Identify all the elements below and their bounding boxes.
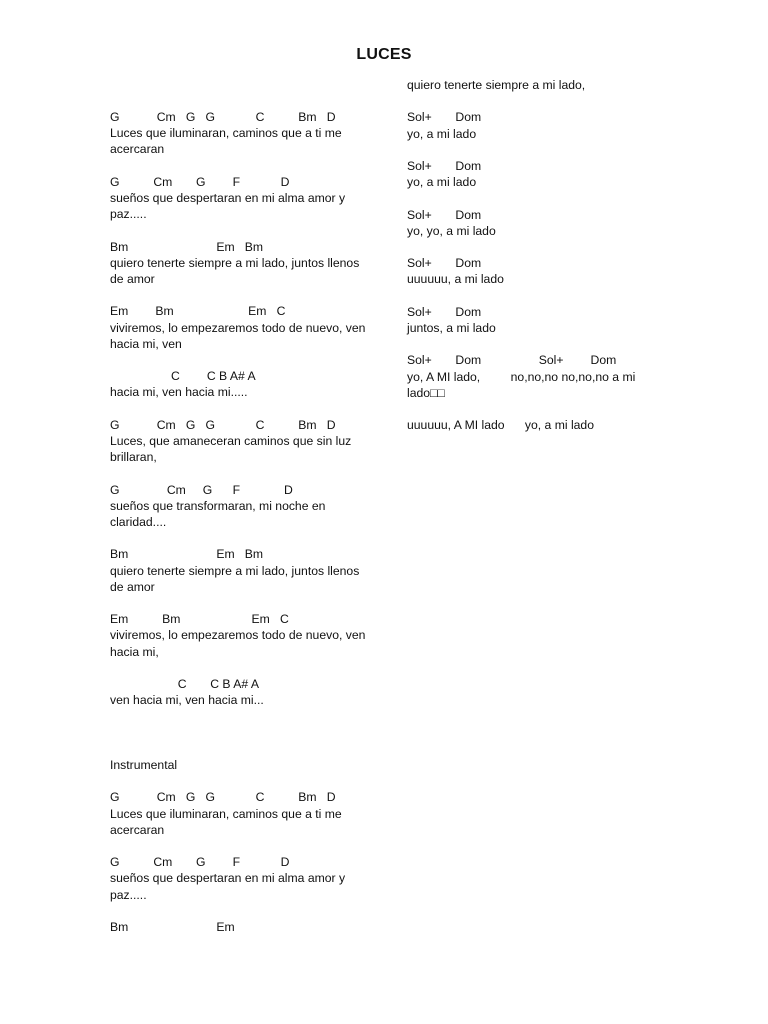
lyric-line: Luces que iluminaran, caminos que a ti me acercaran xyxy=(110,806,346,837)
stanza xyxy=(407,77,667,93)
stanza xyxy=(110,417,370,466)
chord-line: G Cm G F D xyxy=(110,174,290,189)
chord-line: Sol+ Dom xyxy=(407,256,482,271)
lyric-line xyxy=(110,725,370,741)
stanza xyxy=(110,368,370,400)
stanza xyxy=(407,255,667,287)
stanza xyxy=(407,352,667,401)
stanza xyxy=(110,611,370,660)
lyric-line: juntos, a mi lado xyxy=(407,320,496,335)
chord-line: G Cm G G C Bm D xyxy=(110,417,336,432)
stanza xyxy=(110,676,370,708)
chord-line: Sol+ Dom xyxy=(407,304,482,319)
chord-line: Bm Em Bm xyxy=(110,239,264,254)
stanza xyxy=(110,919,370,935)
lyric-line: yo, yo, a mi lado xyxy=(407,223,496,238)
chord-line: G Cm G F D xyxy=(110,855,290,870)
lyric-line: Luces que iluminaran, caminos que a ti me acercaran xyxy=(110,126,346,157)
stanza xyxy=(407,109,667,141)
chord-line: Bm Em xyxy=(110,919,235,934)
chord-line: Sol+ Dom xyxy=(407,158,482,173)
chord-line: Bm Em Bm xyxy=(110,547,264,562)
stanza xyxy=(110,239,370,288)
stanza xyxy=(407,158,667,190)
lyric-line: yo, a mi lado xyxy=(407,175,477,190)
lyric-line: sueños que transformaran, mi noche en claridad.... xyxy=(110,498,329,529)
lyric-line: yo, A MI lado, no,no,no no,no,no a mi lado□□ xyxy=(407,369,639,400)
stanza xyxy=(110,303,370,352)
section-label: Instrumental xyxy=(110,757,178,772)
stanza xyxy=(407,417,667,433)
chord-line: C C B A# A xyxy=(110,676,260,691)
lyric-line: quiero tenerte siempre a mi lado, xyxy=(407,78,586,92)
lyric-line: viviremos, lo empezaremos todo de nuevo, ven hacia mi, xyxy=(110,628,369,659)
lyric-line: uuuuuu, a mi lado xyxy=(407,272,504,287)
stanza xyxy=(110,174,370,223)
lyric-line: quiero tenerte siempre a mi lado, juntos llenos de amor xyxy=(110,255,363,286)
stanza xyxy=(407,207,667,239)
chord-line: Em Bm Em C xyxy=(110,612,289,627)
stanza xyxy=(110,757,370,773)
stanza xyxy=(110,725,370,741)
chord-line: Sol+ Dom xyxy=(407,110,482,125)
stanza xyxy=(110,854,370,903)
chord-line: Em Bm Em C xyxy=(110,304,286,319)
chord-line: G Cm G G C Bm D xyxy=(110,790,336,805)
chord-line: G Cm G G C Bm D xyxy=(110,110,336,124)
lyric-line: sueños que despertaran en mi alma amor y paz..... xyxy=(110,871,349,902)
chord-line: Sol+ Dom Sol+ Dom xyxy=(407,353,617,368)
stanza xyxy=(110,109,370,158)
lyric-line: ven hacia mi, ven hacia mi... xyxy=(110,693,264,708)
chord-line: Sol+ Dom xyxy=(407,207,482,222)
stanza xyxy=(407,304,667,336)
left-column xyxy=(110,109,370,951)
right-column xyxy=(407,77,667,450)
lyric-line: Luces, que amaneceran caminos que sin luz brillaran, xyxy=(110,433,355,465)
lyric-line: hacia mi, ven hacia mi..... xyxy=(110,385,248,400)
chord-line: G Cm G F D xyxy=(110,482,293,497)
lyric-line: yo, a mi lado xyxy=(407,126,477,141)
stanza xyxy=(110,789,370,838)
lyric-line: sueños que despertaran en mi alma amor y paz..... xyxy=(110,191,349,222)
lyric-line: quiero tenerte siempre a mi lado, juntos llenos de amor xyxy=(110,563,363,594)
chord-line: C C B A# A xyxy=(110,369,256,384)
stanza xyxy=(110,546,370,595)
song-title: LUCES xyxy=(356,46,412,63)
stanza xyxy=(110,482,370,531)
lyric-line: viviremos, lo empezaremos todo de nuevo, ven hacia mi, ven xyxy=(110,320,369,351)
lyric-line: uuuuuu, A MI lado yo, a mi lado xyxy=(407,418,594,433)
